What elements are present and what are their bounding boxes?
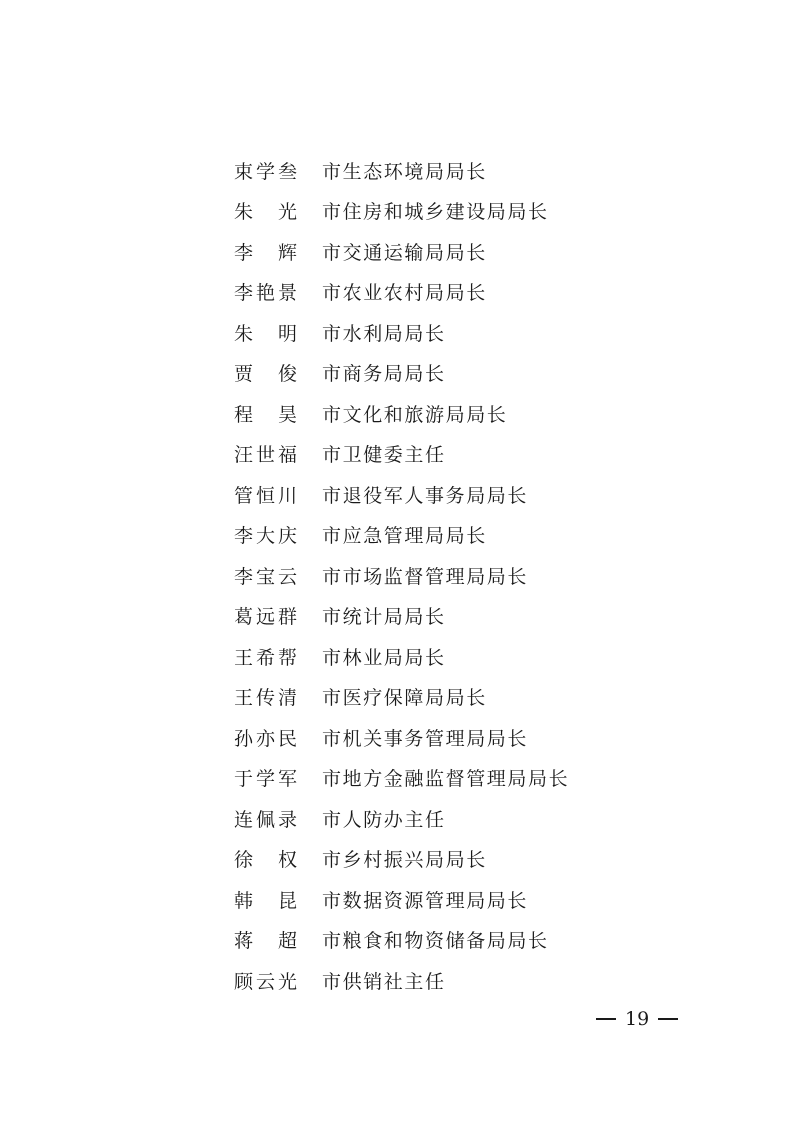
roster-row bbox=[234, 960, 754, 1001]
roster-row bbox=[234, 191, 754, 232]
position-title: 市地方金融监督管理局局长 bbox=[322, 768, 570, 791]
roster-row bbox=[234, 434, 754, 475]
position-title: 市退役军人事务局局长 bbox=[322, 484, 529, 507]
roster-row bbox=[234, 717, 754, 758]
person-name: 汪 世 福 bbox=[234, 444, 298, 467]
position-title: 市农业农村局局长 bbox=[322, 282, 487, 305]
roster-row bbox=[234, 515, 754, 556]
position-title: 市商务局局长 bbox=[322, 363, 446, 386]
position-title: 市乡村振兴局局长 bbox=[322, 849, 487, 872]
person-name: 李 艳 景 bbox=[234, 282, 298, 305]
person-name: 束 学 叁 bbox=[234, 160, 298, 183]
person-name: 李 辉 bbox=[234, 241, 298, 264]
page-number-right-dash bbox=[658, 1018, 678, 1019]
roster-row bbox=[234, 920, 754, 961]
roster-row bbox=[234, 879, 754, 920]
roster-row bbox=[234, 798, 754, 839]
position-title: 市市场监督管理局局长 bbox=[322, 565, 529, 588]
roster-row bbox=[234, 596, 754, 637]
roster-row bbox=[234, 272, 754, 313]
person-name: 徐 权 bbox=[234, 849, 298, 872]
roster-row bbox=[234, 636, 754, 677]
person-name: 顾 云 光 bbox=[234, 970, 298, 993]
position-title: 市水利局局长 bbox=[322, 322, 446, 345]
roster-row bbox=[234, 393, 754, 434]
position-title: 市住房和城乡建设局局长 bbox=[322, 201, 549, 224]
person-name: 王 希 帮 bbox=[234, 646, 298, 669]
roster-row bbox=[234, 353, 754, 394]
roster-row bbox=[234, 312, 754, 353]
person-name: 王 传 清 bbox=[234, 687, 298, 710]
person-name: 李 大 庆 bbox=[234, 525, 298, 548]
person-name: 于 学 军 bbox=[234, 768, 298, 791]
position-title: 市粮食和物资储备局局长 bbox=[322, 930, 549, 953]
roster-row bbox=[234, 758, 754, 799]
official-roster-list bbox=[234, 150, 754, 1001]
person-name: 管 恒 川 bbox=[234, 484, 298, 507]
position-title: 市数据资源管理局局长 bbox=[322, 889, 529, 912]
person-name: 贾 俊 bbox=[234, 363, 298, 386]
person-name: 程 昊 bbox=[234, 403, 298, 426]
position-title: 市林业局局长 bbox=[322, 646, 446, 669]
person-name: 连 佩 录 bbox=[234, 808, 298, 831]
roster-row bbox=[234, 150, 754, 191]
position-title: 市应急管理局局长 bbox=[322, 525, 487, 548]
page-number-value: 19 bbox=[625, 1008, 650, 1030]
person-name: 朱 光 bbox=[234, 201, 298, 224]
position-title: 市生态环境局局长 bbox=[322, 160, 487, 183]
page-number-left-dash bbox=[596, 1018, 616, 1019]
roster-row bbox=[234, 231, 754, 272]
person-name: 孙 亦 民 bbox=[234, 727, 298, 750]
person-name: 葛 远 群 bbox=[234, 606, 298, 629]
person-name: 李 宝 云 bbox=[234, 565, 298, 588]
roster-row bbox=[234, 555, 754, 596]
position-title: 市人防办主任 bbox=[322, 808, 446, 831]
position-title: 市医疗保障局局长 bbox=[322, 687, 487, 710]
page-number bbox=[596, 1008, 678, 1030]
roster-row bbox=[234, 839, 754, 880]
position-title: 市机关事务管理局局长 bbox=[322, 727, 529, 750]
roster-row bbox=[234, 677, 754, 718]
person-name: 朱 明 bbox=[234, 322, 298, 345]
person-name: 韩 昆 bbox=[234, 889, 298, 912]
position-title: 市统计局局长 bbox=[322, 606, 446, 629]
roster-row bbox=[234, 474, 754, 515]
position-title: 市交通运输局局长 bbox=[322, 241, 487, 264]
position-title: 市文化和旅游局局长 bbox=[322, 403, 508, 426]
person-name: 蒋 超 bbox=[234, 930, 298, 953]
position-title: 市卫健委主任 bbox=[322, 444, 446, 467]
position-title: 市供销社主任 bbox=[322, 970, 446, 993]
